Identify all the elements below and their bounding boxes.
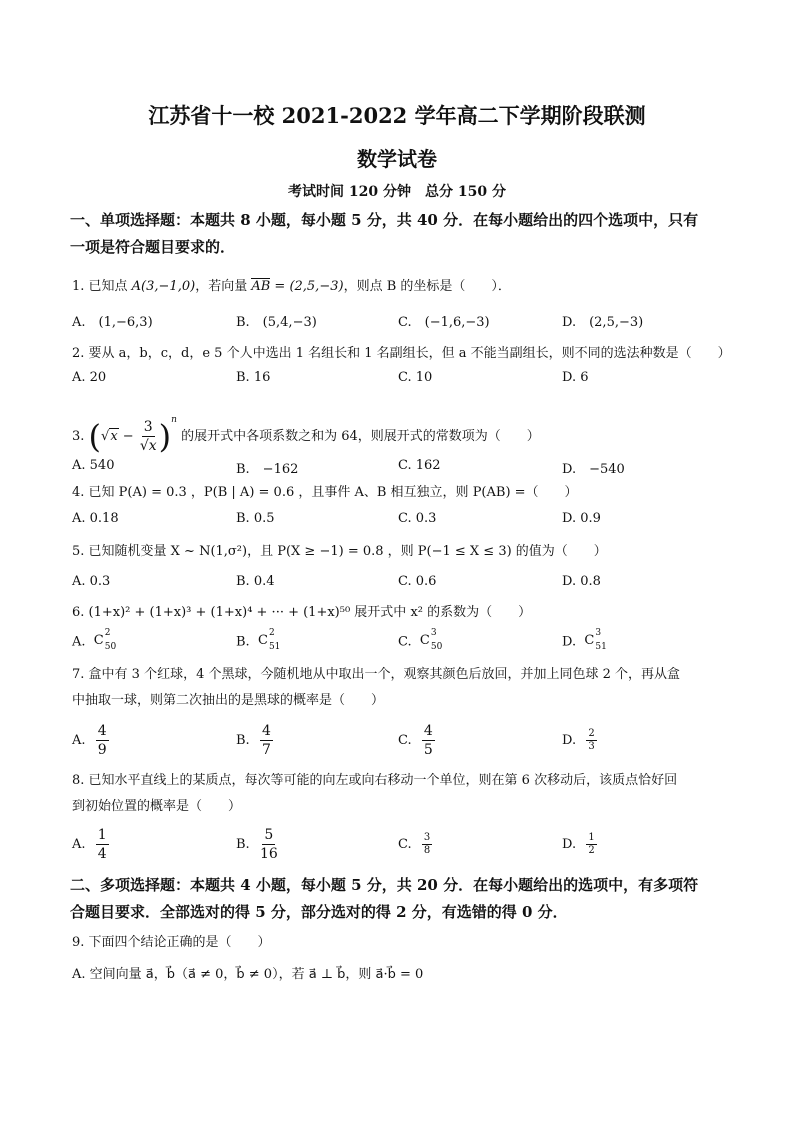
q2-option-a: A. 20 [72, 370, 107, 385]
q6-option-d: D. C 3 51 [562, 628, 607, 652]
q5-option-a: A. 0.3 [72, 574, 111, 589]
q6-option-b: B. C 2 51 [236, 628, 281, 652]
q3-option-d: D. −540 [562, 462, 625, 477]
q3-option-a: A. 540 [72, 458, 115, 473]
q8-option-a: A. $\frac{1}{4}$ [72, 827, 107, 862]
q1-option-b: B. (5,4,−3) [236, 315, 317, 330]
question-6: 6. (1+x)² + (1+x)³ + (1+x)⁴ + ··· + (1+x)⁵⁰ 展开式中 x² 的系数为（ ） [72, 605, 532, 620]
q1-option-d: D. (2,5,−3) [562, 315, 644, 330]
question-1: 1. 已知点 A(3,−1,0)，若向量 AB = (2,5,−3)，则点 B 的坐标是（ ）． [72, 279, 511, 294]
q3-fraction: $\frac{3}{√x}$ [139, 419, 157, 454]
question-4: 4. 已知 P(A) = 0.3 ，P(B | A) = 0.6 ，且事件 A、B 相互独立，则 P(AB) =（ ） [72, 485, 578, 500]
exam-info: 考试时间 120 分钟 总分 150 分 [288, 184, 506, 200]
vector-ab: AB [251, 279, 271, 294]
question-9: 9. 下面四个结论正确的是（ ） [72, 935, 271, 950]
q2-option-c: C. 10 [398, 370, 433, 385]
section-2-heading: 二、多项选择题：本题共 4 小题，每小题 5 分，共 20 分．在每小题给出的选项中，有多项符 合题目要求．全部选对的得 5 分，部分选对的得 2 分，有选错的得 0 分． [70, 876, 699, 921]
q7-option-c: C. $\frac{4}{5}$ [398, 723, 433, 758]
q4-option-b: B. 0.5 [236, 511, 275, 526]
q5-option-b: B. 0.4 [236, 574, 275, 589]
question-8: 8. 已知水平直线上的某质点，每次等可能的向左或向右移动一个单位，则在第 6 次移动后，该质点恰好回 到初始位置的概率是（ ） [72, 773, 678, 814]
q1-option-a: A. (1,−6,3) [72, 315, 153, 330]
q9-option-a: A. 空间向量 a⃗，b⃗（a⃗ ≠ 0，b⃗ ≠ 0），若 a⃗ ⊥ b⃗，则 a⃗·b⃗ = 0 [72, 967, 424, 982]
q2-option-d: D. 6 [562, 370, 589, 385]
q7-option-b: B. $\frac{4}{7}$ [236, 723, 271, 758]
q6-option-a: A. C 2 50 [72, 628, 117, 652]
q7-option-a: A. $\frac{4}{9}$ [72, 723, 107, 758]
q5-option-c: C. 0.6 [398, 574, 437, 589]
q8-option-b: B. $\frac{5}{16}$ [236, 827, 278, 862]
q1-option-c: C. (−1,6,−3) [398, 315, 490, 330]
q3-option-b: B. −162 [236, 462, 299, 477]
q2-option-b: B. 16 [236, 370, 271, 385]
exam-subtitle: 数学试卷 [357, 147, 437, 171]
section-1-heading: 一、单项选择题：本题共 8 小题，每小题 5 分，共 40 分．在每小题给出的四个选项中，只有 一项是符合题目要求的． [70, 211, 699, 256]
q8-option-d: D. $\frac{1}{2}$ [562, 832, 595, 856]
q5-option-d: D. 0.8 [562, 574, 601, 589]
question-2: 2. 要从 a，b，c，d，e 5 个人中选出 1 名组长和 1 名副组长，但 a 不能当副组长，则不同的选法种数是（ ） [72, 346, 731, 361]
q3-option-c: C. 162 [398, 458, 441, 473]
question-7: 7. 盒中有 3 个红球，4 个黑球，今随机地从中取出一个，观察其颜色后放回，并加上同色球 2 个，再从盒 中抽取一球，则第二次抽出的是黑球的概率是（ ） [72, 667, 681, 708]
q4-option-c: C. 0.3 [398, 511, 437, 526]
question-5: 5. 已知随机变量 X ~ N(1,σ²)，且 P(X ≥ −1) = 0.8 ，则 P(−1 ≤ X ≤ 3) 的值为（ ） [72, 544, 607, 559]
q7-option-d: D. $\frac{2}{3}$ [562, 728, 595, 752]
q4-option-d: D. 0.9 [562, 511, 601, 526]
q8-option-c: C. $\frac{3}{8}$ [398, 832, 431, 856]
exam-title: 江苏省十一校 2021-2022 学年高二下学期阶段联测 [148, 103, 646, 128]
q6-option-c: C. C 3 50 [398, 628, 443, 652]
question-3: 3. (√x − $\frac{3}{√x}$ )$^n$ 的展开式中各项系数之和为 64，则展开式的常数项为（ ） [72, 415, 540, 456]
q4-option-a: A. 0.18 [72, 511, 119, 526]
